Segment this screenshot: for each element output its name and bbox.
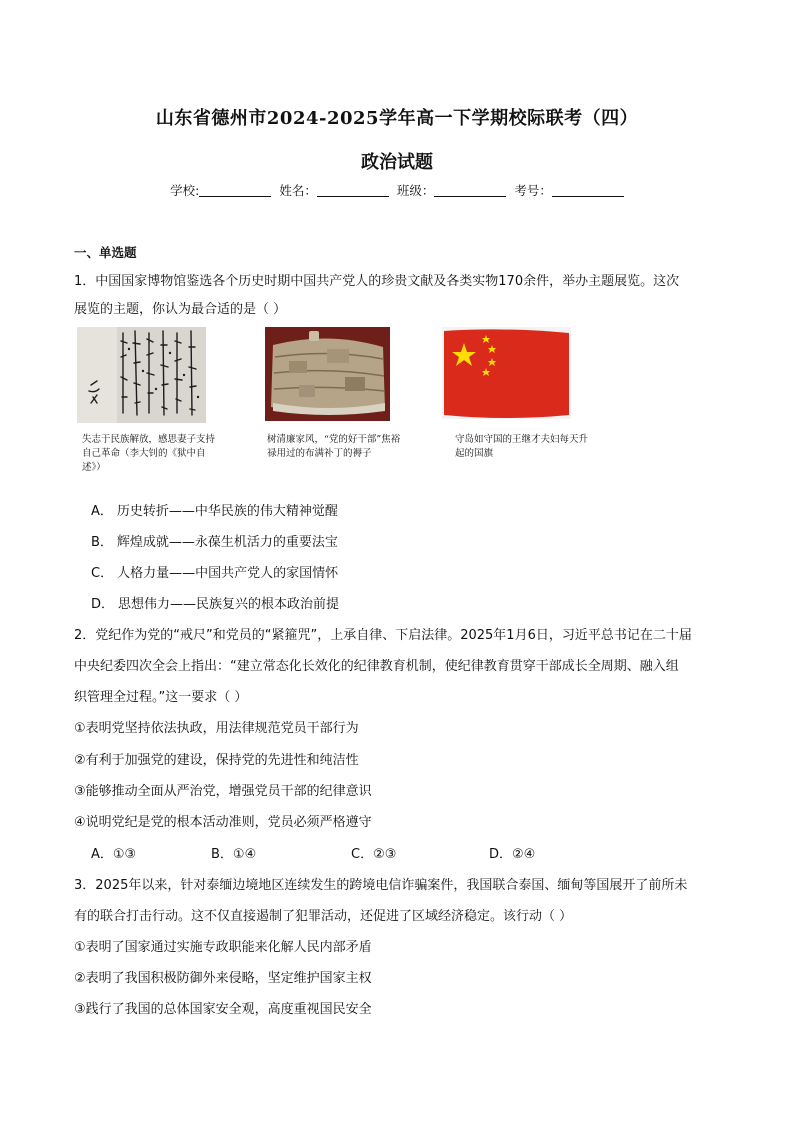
option-text: 辉煌成就——永葆生机活力的重要法宝 [116, 535, 338, 550]
q1-stem-line1: 1．中国国家博物馆鉴选各个历史时期中国共产党人的珍贵文献及各类实物170余件，举办主题展览。这次 [74, 274, 680, 289]
handwritten-letter-image [77, 327, 206, 423]
caption-letter: 失志于民族解放，感思妻子支持自己革命（李大钊的《狱中自述》） [82, 434, 216, 473]
q2-item-1: ①表明党坚持依法执政，用法律规范党员干部行为 [74, 721, 359, 736]
school-label: 学校: [170, 183, 200, 198]
q2-choice-c[interactable]: C．②③ [351, 847, 397, 862]
option-key: D． [91, 597, 115, 612]
q3-stem-line1: 3．2025年以来，针对泰缅边境地区连续发生的跨境电信诈骗案件，我国联合泰国、缅甸等国展开了前所未 [74, 878, 688, 893]
patched-quilt-image [265, 327, 390, 421]
class-label: 班级： [396, 183, 435, 198]
q1-option-b[interactable] [91, 531, 338, 550]
q2-choice-a[interactable]: A．①③ [91, 847, 137, 862]
q1-option-d[interactable] [91, 593, 339, 612]
q3-stem-line2: 有的联合打击行动。这不仅直接遏制了犯罪活动，还促进了区域经济稳定。该行动（ ） [74, 909, 573, 924]
exam-subtitle: 政治试题 [361, 152, 433, 173]
school-blank[interactable] [199, 184, 271, 197]
q1-option-c[interactable] [91, 562, 338, 581]
section-heading: 一、单选题 [74, 245, 137, 260]
class-blank[interactable] [434, 184, 506, 197]
q3-item-3: ③践行了我国的总体国家安全观，高度重视国民安全 [74, 1002, 372, 1017]
q2-item-2: ②有利于加强党的建设，保持党的先进性和纯洁性 [74, 753, 359, 768]
q2-choice-d[interactable]: D．②④ [489, 847, 536, 862]
exam-no-label: 考号： [514, 183, 552, 198]
option-key: B． [91, 535, 113, 550]
option-key: A． [91, 504, 113, 519]
q2-stem-line2: 中央纪委四次全会上指出：“建立常态化长效化的纪律教育机制，使纪律教育贯穿干部成长全周期、融入组 [74, 659, 679, 674]
q2-item-4: ④说明党纪是党的根本活动准则，党员必须严格遵守 [74, 815, 372, 830]
caption-flag: 守岛如守国的王继才夫妇每天升起的国旗 [455, 434, 589, 459]
option-text: 人格力量——中国共产党人的家国情怀 [117, 566, 339, 581]
student-info-row [0, 181, 794, 199]
option-text: 思想伟力——民族复兴的根本政治前提 [118, 597, 340, 612]
q2-stem-line1: 2．党纪作为党的“戒尺”和党员的“紧箍咒”，上承自律、下启法律。2025年1月6日，习近平总书记在二十届 [74, 628, 692, 643]
option-text: 历史转折——中华民族的伟大精神觉醒 [116, 504, 338, 519]
national-flag-image [442, 327, 571, 419]
caption-quilt: 树清廉家风，“党的好干部”焦裕禄用过的布满补丁的褥子 [267, 434, 401, 459]
q3-item-2: ②表明了我国积极防御外来侵略，坚定维护国家主权 [74, 971, 372, 986]
exam-no-blank[interactable] [552, 184, 624, 197]
q2-stem-line3: 织管理全过程。”这一要求（ ） [74, 690, 248, 705]
q2-choice-b[interactable]: B．①④ [211, 847, 257, 862]
q3-item-1: ①表明了国家通过实施专政职能来化解人民内部矛盾 [74, 940, 372, 955]
q1-stem-line2: 展览的主题，你认为最合适的是（ ） [74, 302, 287, 317]
name-blank[interactable] [317, 184, 389, 197]
q2-item-3: ③能够推动全面从严治党，增强党员干部的纪律意识 [74, 784, 372, 799]
name-label: 姓名： [279, 183, 317, 198]
q1-option-a[interactable] [91, 500, 338, 519]
exam-title: 山东省德州市2024-2025学年高一下学期校际联考（四） [155, 108, 639, 129]
option-key: C． [91, 566, 114, 581]
